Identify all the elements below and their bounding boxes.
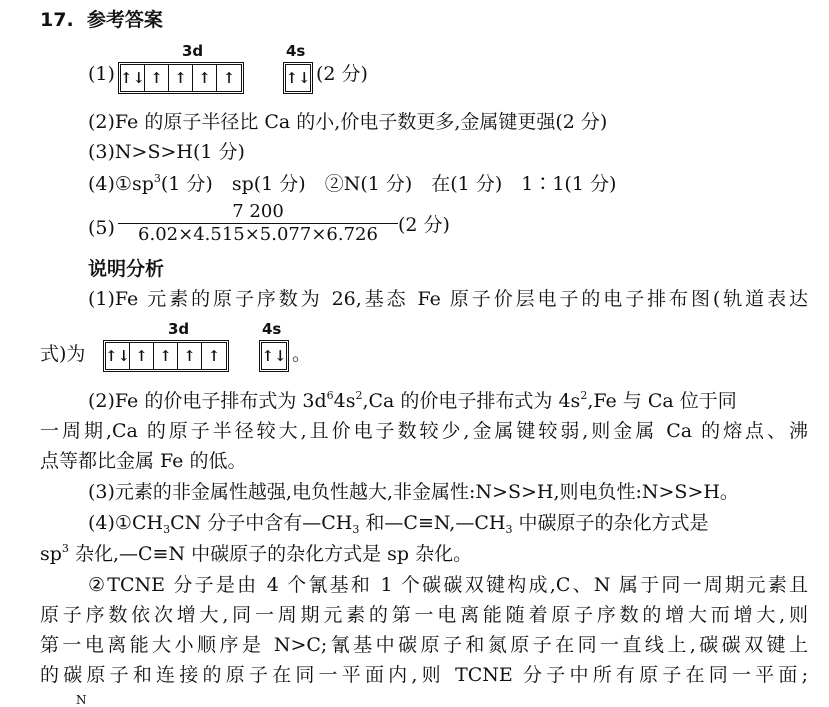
analysis-1-line-2-prefix: 式)为	[40, 343, 86, 365]
answer-1-prefix: (1)	[88, 63, 115, 85]
label-4s: 4s	[286, 42, 306, 60]
orbital-4s-boxes	[283, 62, 313, 94]
analysis-4-line-1: $(4)①CH_3CN$ 分子中含有$—CH_3$ 和$—C\equiv N,—CH_3$ 中碳原子的杂化方式是	[88, 512, 709, 536]
orbital-box: ↑↓	[121, 65, 145, 91]
label-4s-analysis: 4s	[262, 320, 282, 338]
analysis-orbital-4s-boxes	[259, 340, 289, 372]
analysis-3: (3)元素的非金属性越强,电负性越大,非金属性:N>S>H,则电负性:N>S>H。	[88, 481, 739, 503]
analysis-2-line-2: 一周期,Ca 的原子半径较大,且价电子数较少,金属键较弱,则金属 Ca 的熔点、沸	[40, 420, 808, 442]
orbital-box: ↑	[178, 343, 202, 369]
orbital-box: ↑↓	[261, 347, 287, 365]
cutoff-text: N	[76, 693, 87, 707]
label-3d: 3d	[182, 42, 204, 60]
analysis-heading: 说明分析	[88, 258, 165, 280]
answer-5-fraction	[118, 201, 398, 246]
label-3d-analysis: 3d	[168, 320, 190, 338]
question-number: 17.	[40, 9, 74, 31]
analysis-5-line-2: 原子序数依次增大,同一周期元素的第一电离能随着原子序数的增大而增大,则	[40, 604, 808, 626]
answer-3: (3)N>S>H(1 分)	[88, 141, 245, 163]
analysis-4-line-2: $sp^3$ 杂化,—C≡N 中碳原子的杂化方式是 sp 杂化。	[40, 542, 473, 565]
answer-1-score: (2 分)	[316, 63, 368, 85]
answer-5-prefix: (5)	[88, 217, 115, 239]
orbital-box: ↑	[193, 65, 217, 91]
analysis-1-line-1: (1)Fe 元素的原子序数为 26,基态 Fe 原子价层电子的电子排布图(轨道表达	[88, 288, 808, 310]
orbital-box: ↑↓	[106, 343, 130, 369]
orbital-box: ↑	[145, 65, 169, 91]
orbital-box: ↑	[154, 343, 178, 369]
orbital-box: ↑	[169, 65, 193, 91]
analysis-5-line-3: 第一电离能大小顺序是 N>C;氰基中碳原子和氮原子在同一直线上,碳碳双键上	[40, 634, 808, 656]
orbital-box: ↑	[207, 347, 221, 365]
analysis-5-line-1: ②TCNE 分子是由 4 个氰基和 1 个碳碳双键构成,C、N 属于同一周期元素且	[88, 574, 808, 596]
orbital-box: ↑	[130, 343, 154, 369]
analysis-2-line-3: 点等都比金属 Fe 的低。	[40, 450, 247, 472]
answer-4: $(4)①sp^3(1$ 分) sp(1 分) ②N(1 分) 在(1 分) 1∶1(1 分)	[88, 172, 617, 195]
answer-2: (2)Fe 的原子半径比 Ca 的小,价电子数更多,金属键更强(2 分)	[88, 111, 608, 133]
orbital-box: ↑	[222, 69, 236, 87]
question-title	[40, 8, 163, 32]
title-text: 参考答案	[86, 9, 163, 31]
orbital-box: ↑↓	[285, 69, 311, 87]
analysis-orbital-3d-boxes	[103, 340, 229, 372]
fraction-denominator: 6.02×4.515×5.077×6.726	[138, 224, 378, 245]
analysis-2-line-1: (2)Fe 的价电子排布式为 $3d^64s^2,Ca$ 的价电子排布式为 $4s^2,Fe$ 与 Ca 位于同	[88, 389, 737, 412]
fraction-numerator: 7 200	[232, 201, 284, 222]
answer-5-score: (2 分)	[398, 214, 450, 236]
analysis-5-line-4: 的碳原子和连接的原子在同一平面内,则 TCNE 分子中所有原子在同一平面;	[40, 664, 808, 686]
orbital-3d-boxes	[118, 62, 244, 94]
analysis-1-line-2-suffix: 。	[292, 343, 312, 365]
